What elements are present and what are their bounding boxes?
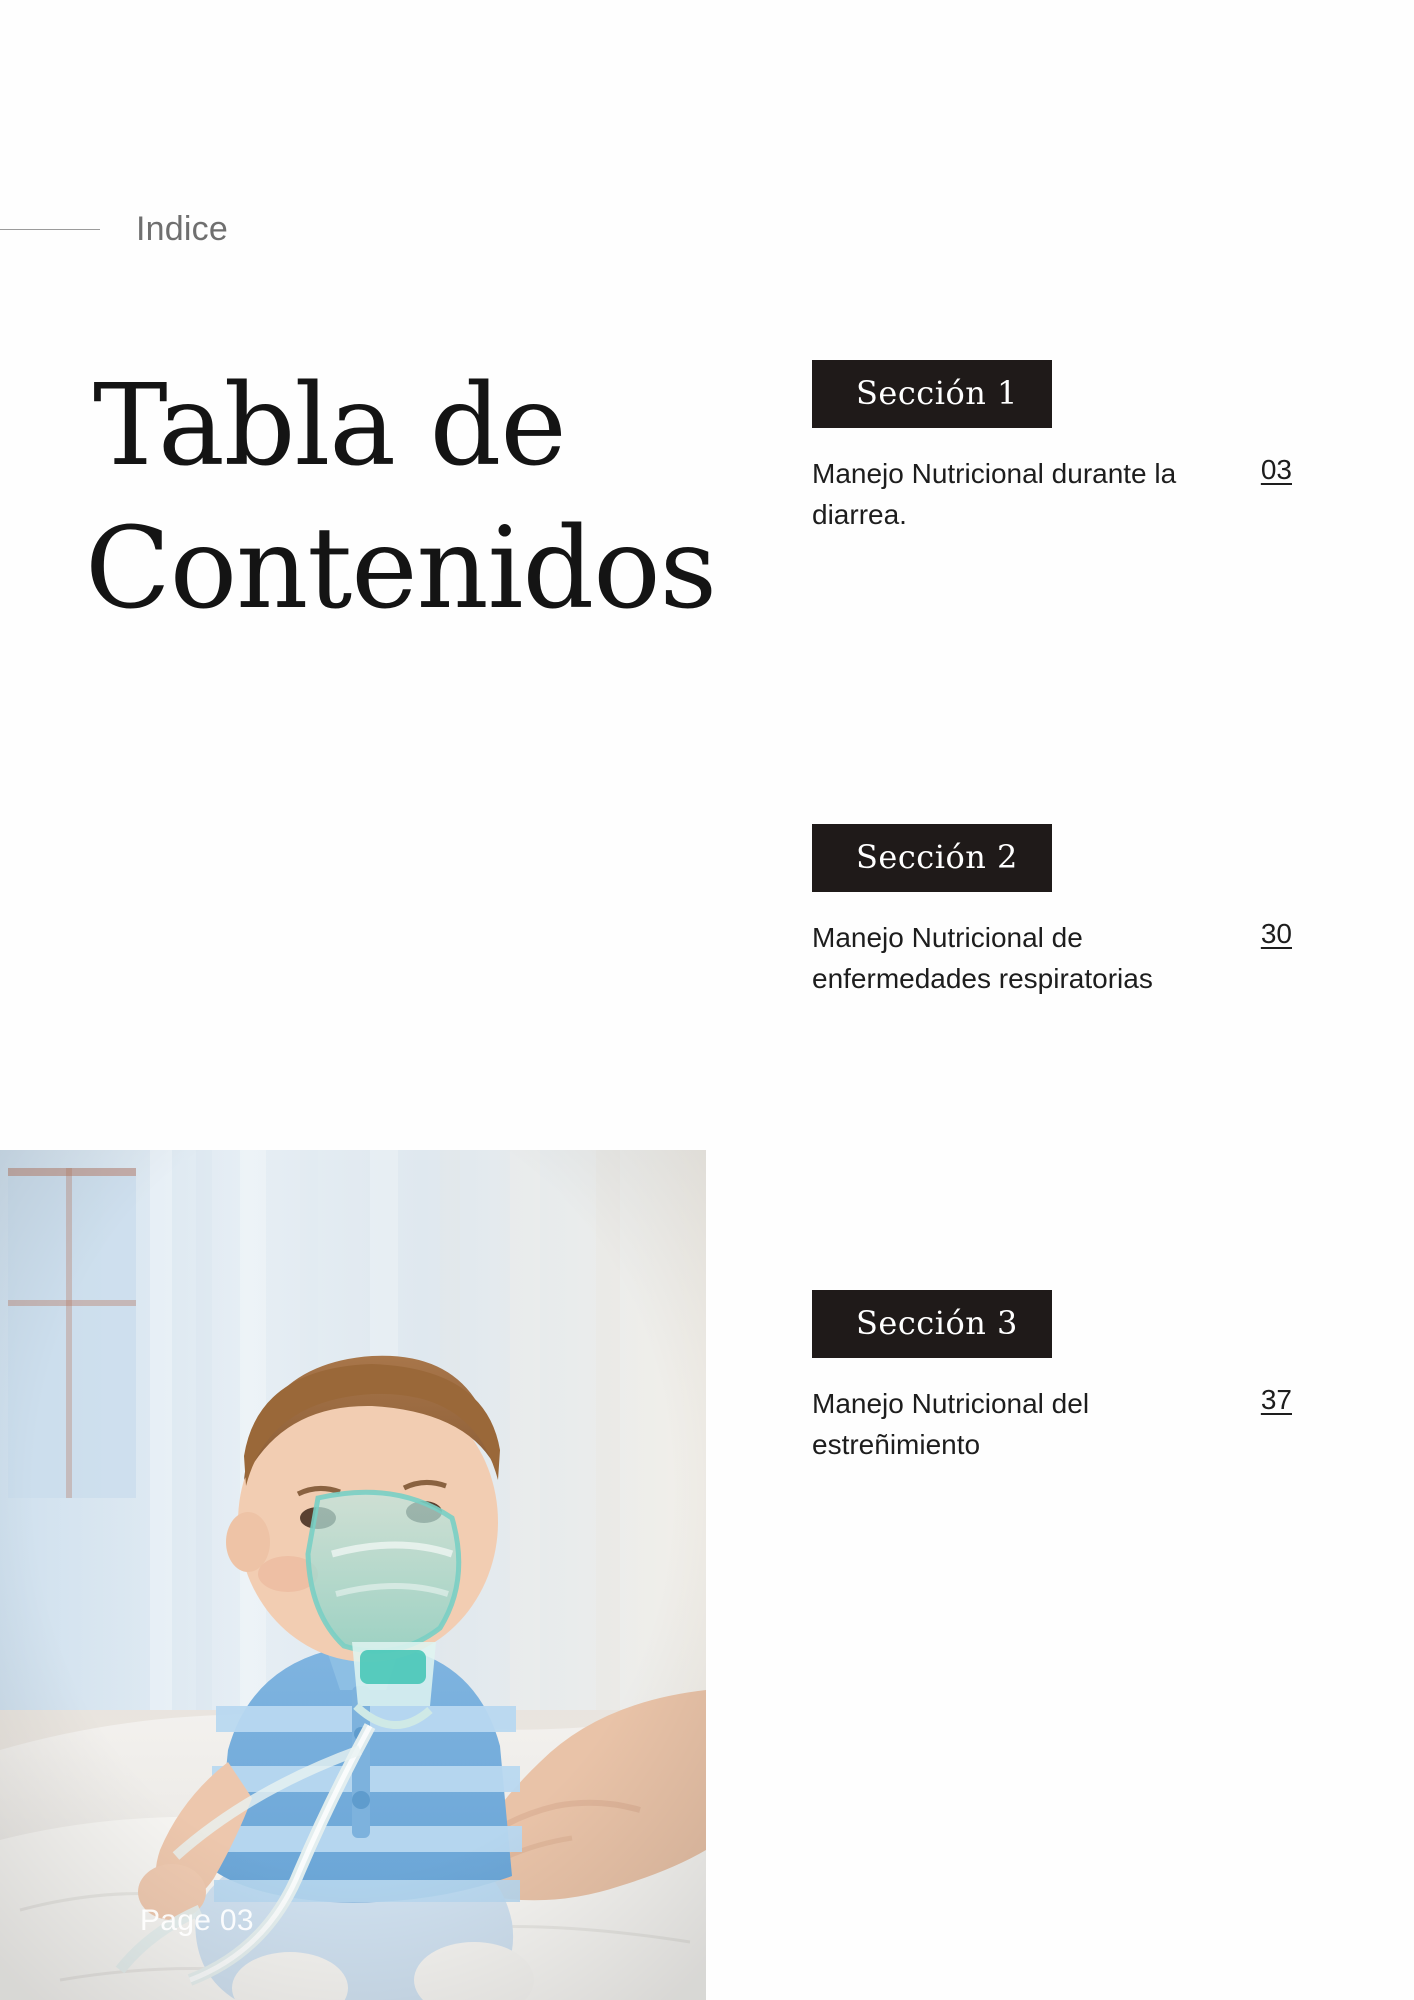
contents-entry-1	[812, 360, 1292, 535]
contents-entry-2	[812, 824, 1292, 999]
photo-baby-nebulizer	[0, 1150, 706, 2000]
contents-entry-body-2	[812, 918, 1292, 999]
contents-entry-body-3	[812, 1384, 1292, 1465]
page-number-label: Page 03	[140, 1904, 254, 1937]
contents-entry-page-1[interactable]: 03	[1260, 454, 1292, 485]
contents-entry-body-1	[812, 454, 1292, 535]
contents-entry-text-3: Manejo Nutricional del estreñimiento	[812, 1388, 1090, 1460]
page-title-line-2: Contenidos	[85, 504, 717, 635]
section-badge-label-3: Sección 3	[856, 1304, 1018, 1342]
contents-entry-page-2[interactable]: 30	[1260, 918, 1292, 949]
page-title	[85, 355, 765, 642]
section-badge-label-1: Sección 1	[856, 374, 1018, 412]
eyebrow-rule	[0, 229, 100, 230]
page-title-line-1: Tabla de	[93, 361, 566, 491]
contents-entry-text-2: Manejo Nutricional de enfermedades respiratorias	[812, 922, 1153, 994]
section-badge-2	[812, 824, 1052, 892]
contents-entry-text-1: Manejo Nutricional durante la diarrea.	[812, 458, 1177, 530]
contents-entry-page-3[interactable]: 37	[1260, 1384, 1292, 1415]
photo-illustration	[0, 1150, 706, 2000]
section-badge-label-2: Sección 2	[856, 838, 1018, 876]
eyebrow-label: Indice	[136, 210, 228, 248]
section-badge-1	[812, 360, 1052, 428]
contents-entry-3	[812, 1290, 1292, 1465]
eyebrow	[0, 210, 228, 249]
section-badge-3	[812, 1290, 1052, 1358]
